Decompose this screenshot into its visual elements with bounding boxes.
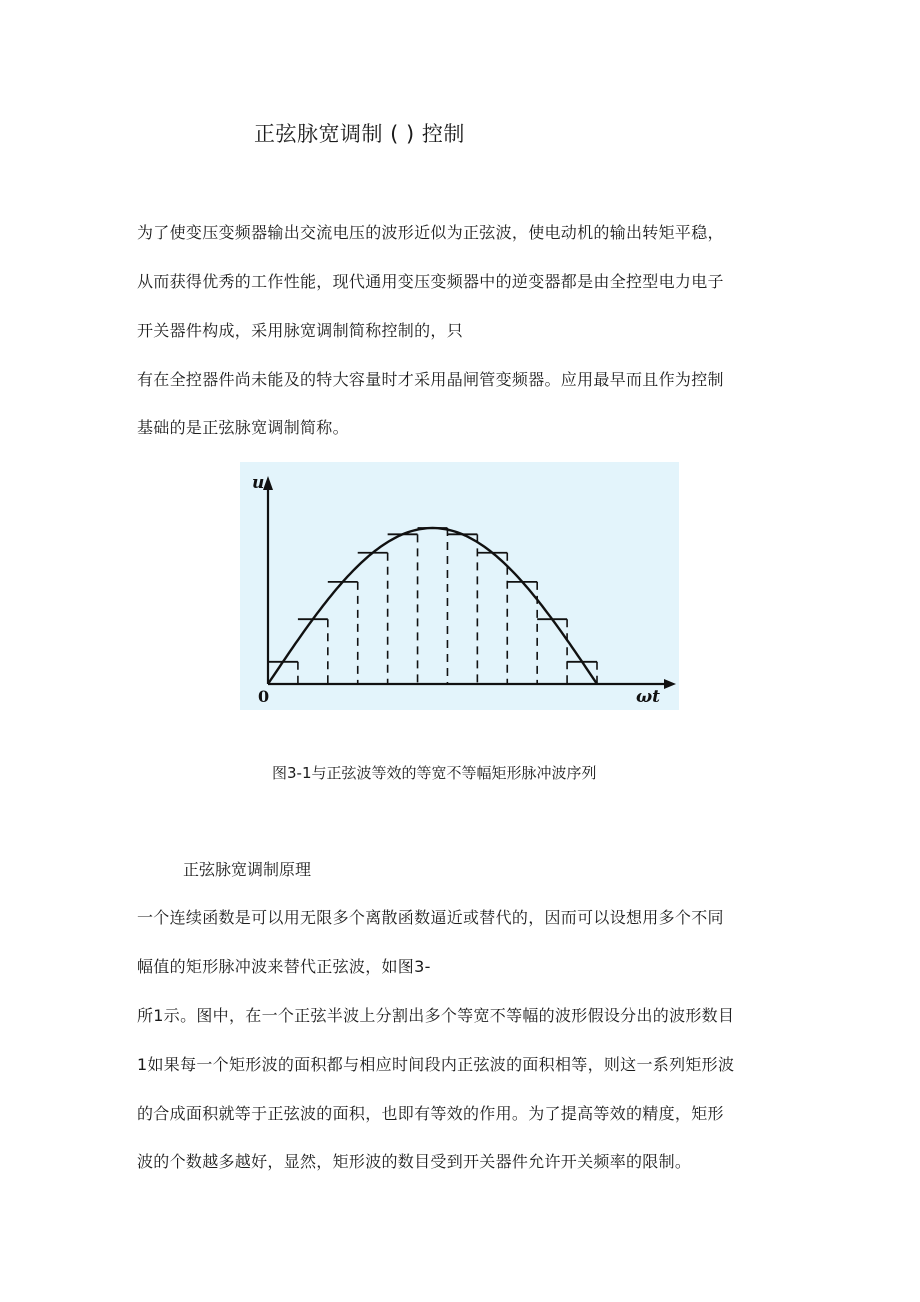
- x-axis-arrow: [664, 679, 676, 689]
- page-title: 正弦脉宽调制 ( ) 控制: [254, 122, 465, 146]
- body-line-2: 幅值的矩形脉冲波来替代正弦波，如图3-: [137, 957, 431, 976]
- body-line-4: 1如果每一个矩形波的面积都与相应时间段内正弦波的面积相等，则这一系列矩形波: [137, 1055, 735, 1074]
- section-heading: 正弦脉宽调制原理: [183, 860, 312, 879]
- intro-line-3: 开关器件构成，采用脉宽调制简称控制的，只: [137, 321, 464, 340]
- sine-pulse-diagram: [240, 462, 679, 710]
- body-line-1: 一个连续函数是可以用无限多个离散函数逼近或替代的，因而可以设想用多个不同: [137, 908, 724, 927]
- intro-line-2: 从而获得优秀的工作性能，现代通用变压变频器中的逆变器都是由全控型电力电子: [137, 272, 724, 291]
- x-axis-label: ωt: [636, 687, 661, 707]
- sine-half-wave: [268, 528, 597, 684]
- intro-line-4: 有在全控器件尚未能及的特大容量时才采用晶闸管变频器。应用最早而且作为控制: [137, 370, 724, 389]
- y-axis-arrow: [263, 476, 273, 490]
- body-line-5: 的合成面积就等于正弦波的面积，也即有等效的作用。为了提高等效的精度，矩形: [137, 1104, 724, 1123]
- y-axis-label: u: [252, 473, 265, 493]
- intro-line-1: 为了使变压变频器输出交流电压的波形近似为正弦波，使电动机的输出转矩平稳，: [137, 223, 724, 242]
- body-line-6: 波的个数越多越好，显然，矩形波的数目受到开关器件允许开关频率的限制。: [137, 1152, 692, 1171]
- body-line-3: 所1示。图中，在一个正弦半波上分割出多个等宽不等幅的波形假设分出的波形数目: [137, 1006, 735, 1025]
- intro-line-5: 基础的是正弦脉宽调制简称。: [137, 418, 349, 437]
- figure-caption: 图3-1与正弦波等效的等宽不等幅矩形脉冲波序列: [272, 764, 597, 782]
- figure-spwm-diagram: [240, 462, 679, 710]
- origin-label: 0: [258, 687, 270, 706]
